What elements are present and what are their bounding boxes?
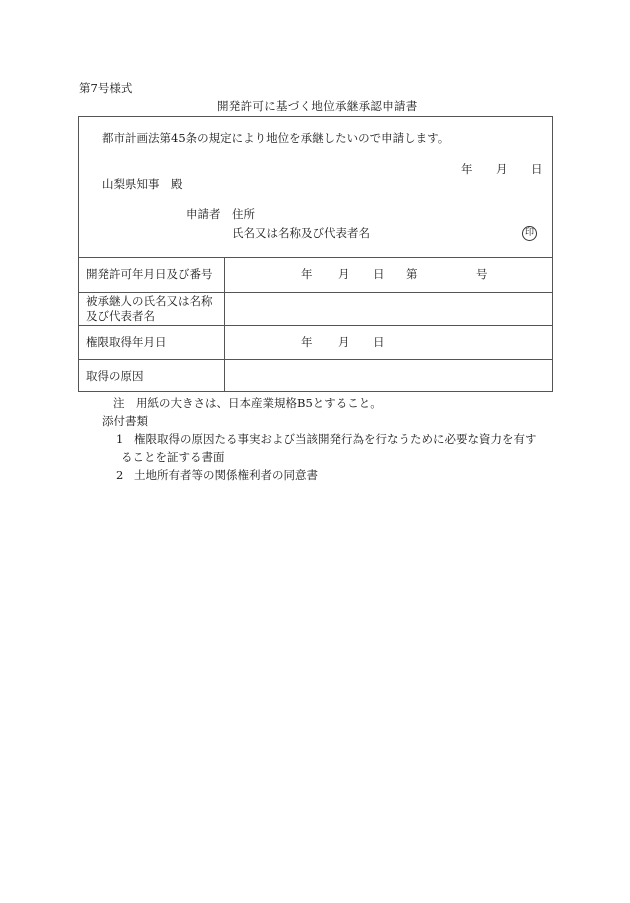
row-divider (78, 359, 553, 360)
permit-go-label: 号 (476, 267, 488, 281)
row-label-permit-date-number: 開発許可年月日及び番号 (86, 267, 213, 281)
attachment-2-number: 2 (116, 468, 124, 482)
column-divider (224, 257, 225, 392)
application-table (78, 116, 553, 392)
addressee: 山梨県知事 殿 (102, 177, 183, 191)
row-label-predecessor-name-1: 被承継人の氏名又は名称 (86, 294, 213, 308)
address-label: 住所 (232, 207, 255, 221)
permit-year-label: 年 (301, 267, 313, 281)
attachment-1-text-continued: ることを証する書面 (121, 450, 225, 464)
permit-day-label: 日 (373, 267, 385, 281)
date-day-label: 日 (531, 162, 543, 176)
date-year-label: 年 (461, 162, 473, 176)
attachment-1-number: 1 (116, 432, 124, 446)
row-label-predecessor-name-2: 及び代表者名 (86, 309, 155, 323)
paper-size-note: 注 用紙の大きさは、日本産業規格B5とすること。 (113, 396, 382, 410)
date-month-label: 月 (496, 162, 508, 176)
row-divider (78, 325, 553, 326)
row-divider (78, 292, 553, 293)
row-divider (78, 257, 553, 258)
attachments-heading: 添付書類 (102, 414, 148, 428)
row-label-acquisition-reason: 取得の原因 (86, 369, 144, 383)
applicant-label: 申請者 (186, 207, 221, 221)
seal-mark-icon: 印 (522, 226, 537, 241)
acquisition-year-label: 年 (301, 335, 313, 349)
permit-dai-label: 第 (406, 267, 418, 281)
application-statement: 都市計画法第45条の規定により地位を承継したいので申請します。 (102, 131, 450, 145)
form-number: 第7号様式 (79, 81, 133, 95)
acquisition-day-label: 日 (373, 335, 385, 349)
permit-month-label: 月 (338, 267, 350, 281)
document-title: 開発許可に基づく地位承継承認申請書 (217, 99, 418, 113)
row-label-acquisition-date: 権限取得年月日 (86, 335, 167, 349)
acquisition-month-label: 月 (338, 335, 350, 349)
attachment-2-text: 土地所有者等の関係権利者の同意書 (134, 468, 318, 482)
name-label: 氏名又は名称及び代表者名 (232, 226, 370, 240)
attachment-1-text: 権限取得の原因たる事実および当該開発行為を行なうために必要な資力を有す (134, 432, 537, 446)
